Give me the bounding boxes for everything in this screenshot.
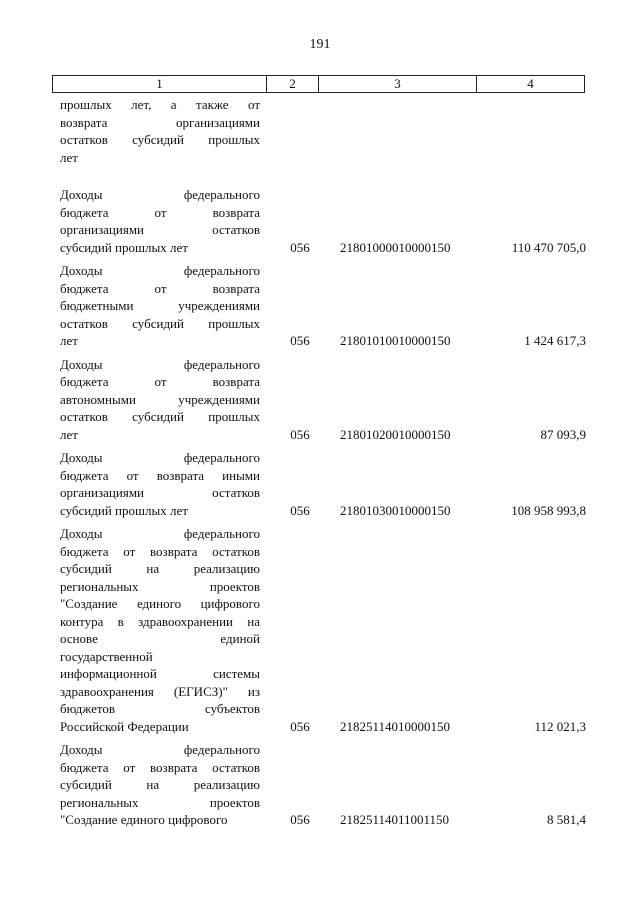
column-header-1: 1 bbox=[53, 76, 267, 92]
description-line: региональных проектов bbox=[60, 578, 260, 594]
description-line: Доходы федерального bbox=[60, 187, 260, 202]
description-line: Доходы федерального bbox=[60, 742, 260, 757]
description-line: Доходы федерального bbox=[60, 526, 260, 541]
row-budget-code: 21801000010000150 bbox=[340, 239, 451, 255]
row-admin-code: 056 bbox=[290, 812, 310, 827]
description-line: субсидий прошлых лет bbox=[60, 239, 188, 255]
description-line: субсидий на реализацию bbox=[60, 561, 260, 576]
description-line: контура в здравоохранении на bbox=[60, 613, 260, 629]
description-line: бюджетов субъектов bbox=[60, 701, 260, 716]
description-line: возврата организациями bbox=[60, 114, 260, 130]
row-budget-code: 21801030010000150 bbox=[340, 502, 451, 518]
description-line: бюджета от возврата bbox=[60, 280, 260, 296]
table-row bbox=[60, 525, 586, 735]
row-budget-code: 21825114010000150 bbox=[340, 718, 451, 734]
row-description bbox=[60, 186, 260, 256]
row-description bbox=[60, 741, 260, 829]
page-number: 191 bbox=[309, 37, 331, 52]
row-admin-code: 056 bbox=[290, 718, 310, 734]
row-amount: 87 093,9 bbox=[540, 426, 586, 442]
row-description bbox=[60, 96, 260, 166]
description-line: лет bbox=[60, 426, 78, 442]
description-line: бюджета от возврата bbox=[60, 204, 260, 220]
column-header-3: 3 bbox=[319, 76, 477, 92]
description-line: субсидий на реализацию bbox=[60, 777, 260, 792]
table-row bbox=[60, 741, 586, 829]
table-body bbox=[60, 96, 586, 829]
description-line: Доходы федерального bbox=[60, 450, 260, 465]
row-amount: 1 424 617,3 bbox=[524, 333, 586, 348]
row-admin-code: 056 bbox=[290, 426, 310, 442]
table-row bbox=[60, 449, 586, 519]
row-amount: 108 958 993,8 bbox=[511, 502, 586, 518]
description-line: лет bbox=[60, 149, 78, 165]
description-line: информационной системы bbox=[60, 666, 260, 681]
description-line: государственной bbox=[60, 648, 153, 664]
row-budget-code: 21801020010000150 bbox=[340, 426, 451, 442]
description-line: субсидий прошлых лет bbox=[60, 502, 188, 518]
description-line: бюджета от возврата bbox=[60, 374, 260, 389]
description-line: бюджетными учреждениями bbox=[60, 298, 260, 313]
description-line: прошлых лет, а также от bbox=[60, 97, 260, 112]
description-line: Доходы федерального bbox=[60, 356, 260, 372]
description-line: Доходы федерального bbox=[60, 263, 260, 278]
table-row bbox=[60, 96, 586, 166]
row-amount: 8 581,4 bbox=[547, 812, 586, 827]
row-amount: 110 470 705,0 bbox=[511, 239, 586, 255]
description-line: бюджета от возврата остатков bbox=[60, 543, 260, 559]
description-line: основе единой bbox=[60, 631, 260, 646]
row-budget-code: 21801010010000150 bbox=[340, 333, 451, 348]
description-line: бюджета от возврата иными bbox=[60, 467, 260, 483]
row-description bbox=[60, 356, 260, 444]
description-line: бюджета от возврата остатков bbox=[60, 759, 260, 775]
row-description bbox=[60, 449, 260, 519]
description-line: Российской Федерации bbox=[60, 718, 189, 734]
column-header-2: 2 bbox=[267, 76, 319, 92]
table-row bbox=[60, 262, 586, 350]
description-line: "Создание единого цифрового bbox=[60, 812, 228, 827]
description-line: организациями остатков bbox=[60, 222, 260, 237]
row-admin-code: 056 bbox=[290, 502, 310, 518]
description-line: лет bbox=[60, 333, 78, 348]
column-header-4: 4 bbox=[527, 76, 534, 91]
row-budget-code: 21825114011001150 bbox=[340, 812, 450, 827]
row-description bbox=[60, 525, 260, 735]
row-admin-code: 056 bbox=[290, 333, 310, 348]
description-line: организациями остатков bbox=[60, 485, 260, 500]
table-row bbox=[60, 186, 586, 256]
description-line: автономными учреждениями bbox=[60, 391, 260, 407]
description-line: остатков субсидий прошлых bbox=[60, 315, 260, 331]
row-description bbox=[60, 262, 260, 350]
row-amount: 112 021,3 bbox=[534, 718, 586, 734]
description-line: региональных проектов bbox=[60, 794, 260, 810]
description-line: остатков субсидий прошлых bbox=[60, 409, 260, 424]
description-line: "Создание единого цифрового bbox=[60, 596, 260, 611]
table-header-row bbox=[52, 75, 585, 93]
table-row bbox=[60, 356, 586, 444]
description-line: остатков субсидий прошлых bbox=[60, 132, 260, 147]
row-admin-code: 056 bbox=[290, 239, 310, 255]
description-line: здравоохранения (ЕГИСЗ)" из bbox=[60, 683, 260, 699]
